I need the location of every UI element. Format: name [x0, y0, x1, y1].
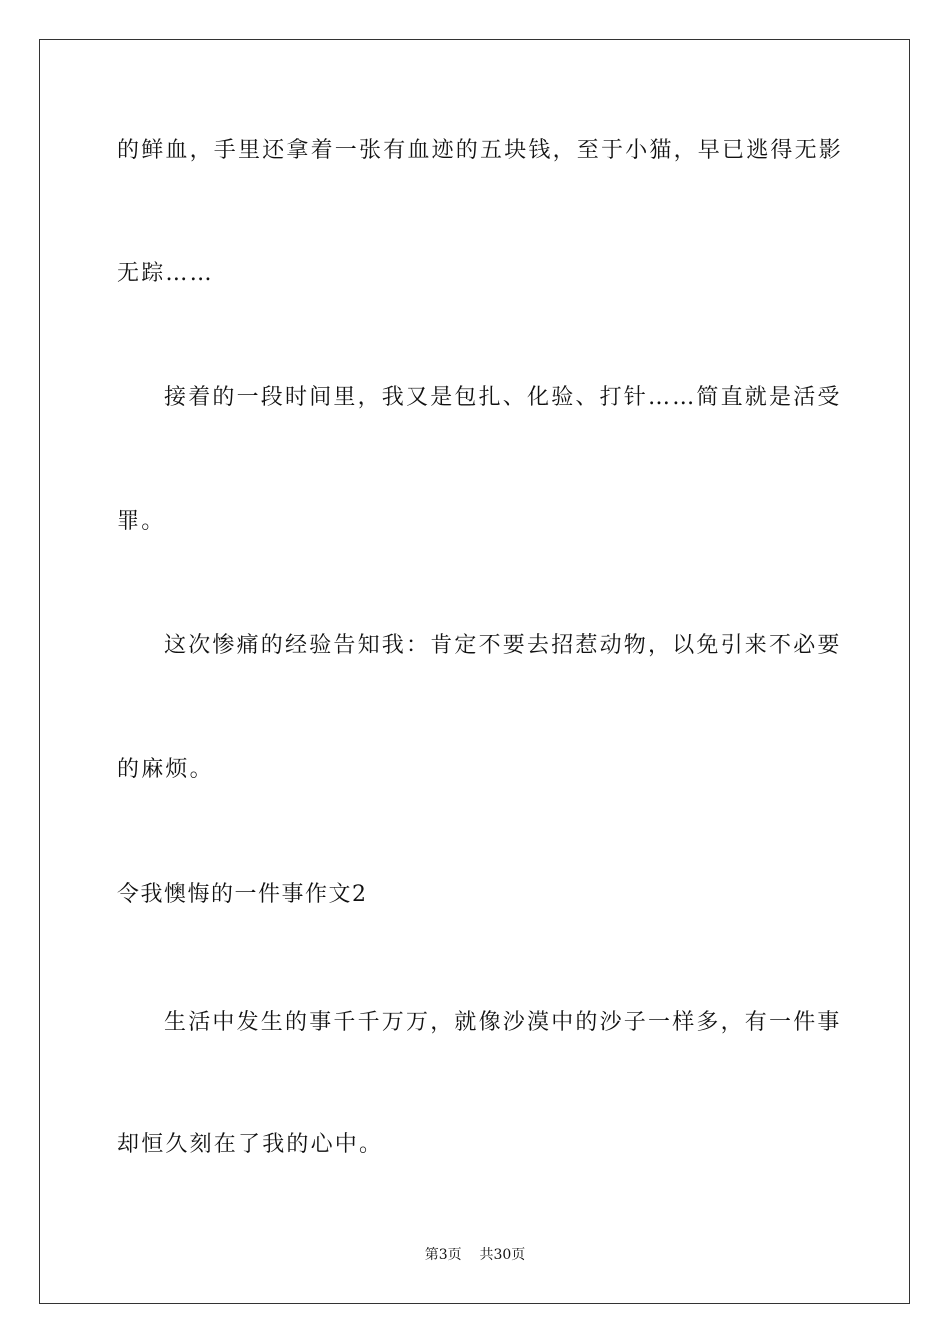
paragraph-1-line-1: 的鲜血，手里还拿着一张有血迹的五块钱，至于小猫，早已逃得无影 [117, 138, 844, 163]
paragraph-3-line-2: 的麻烦。 [117, 757, 214, 782]
paragraph-2-line-2: 罪。 [117, 509, 166, 534]
paragraph-2-line-1: 接着的一段时间里，我又是包扎、化验、打针……简直就是活受 [164, 385, 842, 410]
page-number: 第3页 共30页 [424, 1247, 526, 1263]
paragraph-3-line-1: 这次惨痛的经验告知我：肯定不要去招惹动物，以免引来不必要 [164, 633, 842, 658]
essay-heading: 令我懊悔的一件事作文2 [117, 882, 368, 907]
paragraph-4-line-1: 生活中发生的事千千万万，就像沙漠中的沙子一样多，有一件事 [164, 1010, 842, 1035]
page-border [39, 39, 910, 1304]
paragraph-1-line-2: 无踪…… [117, 261, 214, 286]
paragraph-4-line-2: 却恒久刻在了我的心中。 [117, 1132, 384, 1157]
